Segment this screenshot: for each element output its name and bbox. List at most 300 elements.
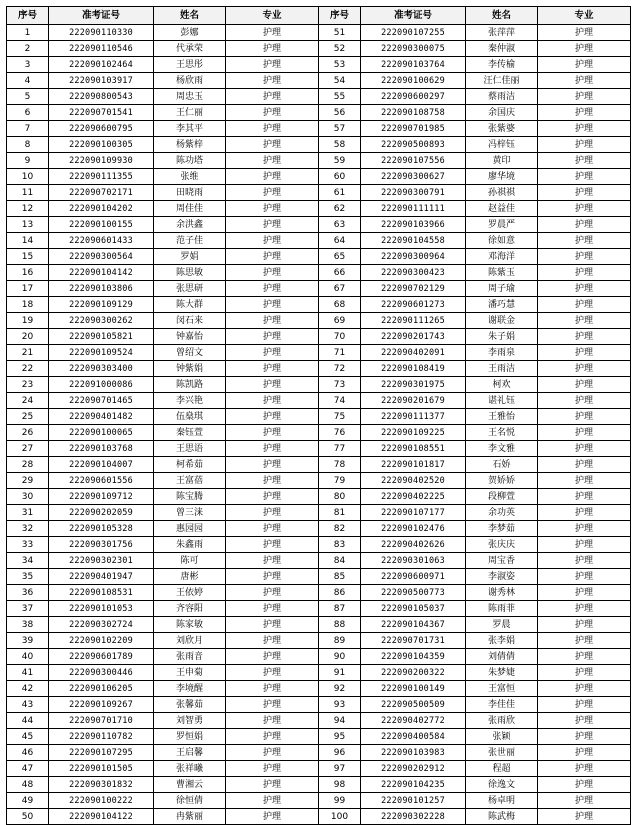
- name-cell: 李其平: [154, 121, 226, 137]
- name-cell: 段柳萱: [466, 489, 538, 505]
- exam-id-cell: 222090111265: [361, 313, 466, 329]
- name-cell: 冉紫丽: [154, 809, 226, 825]
- table-row: [7, 409, 631, 425]
- major-cell: 护理: [226, 89, 319, 105]
- index-cell: 83: [319, 537, 361, 553]
- index-cell: 24: [7, 393, 49, 409]
- exam-id-cell: 222090104007: [49, 457, 154, 473]
- index-cell: 17: [7, 281, 49, 297]
- table-row: [7, 569, 631, 585]
- exam-id-cell: 222090701731: [361, 633, 466, 649]
- header-exam-id-right: 准考证号: [361, 7, 466, 25]
- name-cell: 陈家敏: [154, 617, 226, 633]
- major-cell: 护理: [226, 681, 319, 697]
- major-cell: 护理: [538, 713, 631, 729]
- exam-id-cell: 222090109712: [49, 489, 154, 505]
- exam-id-cell: 222090500773: [361, 585, 466, 601]
- index-cell: 81: [319, 505, 361, 521]
- major-cell: 护理: [538, 73, 631, 89]
- index-cell: 53: [319, 57, 361, 73]
- table-row: [7, 313, 631, 329]
- major-cell: 护理: [538, 409, 631, 425]
- name-cell: 柯欢: [466, 377, 538, 393]
- header-name-right: 姓名: [466, 7, 538, 25]
- table-row: [7, 137, 631, 153]
- index-cell: 10: [7, 169, 49, 185]
- name-cell: 罗恒娟: [154, 729, 226, 745]
- index-cell: 58: [319, 137, 361, 153]
- name-cell: 田晓雨: [154, 185, 226, 201]
- name-cell: 张雨欣: [466, 713, 538, 729]
- exam-id-cell: 222090109524: [49, 345, 154, 361]
- major-cell: 护理: [226, 73, 319, 89]
- name-cell: 朱子娟: [466, 329, 538, 345]
- exam-id-cell: 222090101817: [361, 457, 466, 473]
- name-cell: 陈紫玉: [466, 265, 538, 281]
- exam-id-cell: 222090104359: [361, 649, 466, 665]
- exam-id-cell: 222090500509: [361, 697, 466, 713]
- major-cell: 护理: [226, 729, 319, 745]
- name-cell: 刘智勇: [154, 713, 226, 729]
- table-row: [7, 249, 631, 265]
- name-cell: 孙祺祺: [466, 185, 538, 201]
- name-cell: 王思彤: [154, 57, 226, 73]
- major-cell: 护理: [538, 761, 631, 777]
- major-cell: 护理: [538, 601, 631, 617]
- name-cell: 余功英: [466, 505, 538, 521]
- index-cell: 33: [7, 537, 49, 553]
- name-cell: 曹湘云: [154, 777, 226, 793]
- table-row: [7, 649, 631, 665]
- table-row: [7, 537, 631, 553]
- major-cell: 护理: [226, 809, 319, 825]
- exam-id-cell: 222090104142: [49, 265, 154, 281]
- name-cell: 张紫婆: [466, 121, 538, 137]
- exam-id-cell: 222090107295: [49, 745, 154, 761]
- major-cell: 护理: [226, 217, 319, 233]
- exam-id-cell: 222090200322: [361, 665, 466, 681]
- exam-id-cell: 222090300446: [49, 665, 154, 681]
- index-cell: 99: [319, 793, 361, 809]
- index-cell: 12: [7, 201, 49, 217]
- index-cell: 16: [7, 265, 49, 281]
- index-cell: 6: [7, 105, 49, 121]
- index-cell: 54: [319, 73, 361, 89]
- major-cell: 护理: [538, 249, 631, 265]
- index-cell: 89: [319, 633, 361, 649]
- index-cell: 31: [7, 505, 49, 521]
- exam-id-cell: 222090600297: [361, 89, 466, 105]
- index-cell: 68: [319, 297, 361, 313]
- major-cell: 护理: [226, 409, 319, 425]
- exam-id-cell: 222090402520: [361, 473, 466, 489]
- name-cell: 张维: [154, 169, 226, 185]
- index-cell: 48: [7, 777, 49, 793]
- name-cell: 程超: [466, 761, 538, 777]
- index-cell: 85: [319, 569, 361, 585]
- exam-id-cell: 222090302301: [49, 553, 154, 569]
- major-cell: 护理: [226, 281, 319, 297]
- index-cell: 56: [319, 105, 361, 121]
- index-cell: 65: [319, 249, 361, 265]
- exam-id-cell: 222090104558: [361, 233, 466, 249]
- major-cell: 护理: [226, 521, 319, 537]
- name-cell: 王思语: [154, 441, 226, 457]
- table-row: [7, 345, 631, 361]
- name-cell: 秦仲淑: [466, 41, 538, 57]
- major-cell: 护理: [226, 297, 319, 313]
- major-cell: 护理: [538, 441, 631, 457]
- exam-id-cell: 222090400584: [361, 729, 466, 745]
- index-cell: 59: [319, 153, 361, 169]
- major-cell: 护理: [226, 793, 319, 809]
- major-cell: 护理: [538, 649, 631, 665]
- index-cell: 95: [319, 729, 361, 745]
- table-row: [7, 329, 631, 345]
- major-cell: 护理: [538, 313, 631, 329]
- exam-id-cell: 222090100155: [49, 217, 154, 233]
- index-cell: 69: [319, 313, 361, 329]
- name-cell: 邓海洋: [466, 249, 538, 265]
- index-cell: 14: [7, 233, 49, 249]
- major-cell: 护理: [538, 153, 631, 169]
- name-cell: 杨紫梓: [154, 137, 226, 153]
- table-row: [7, 377, 631, 393]
- exam-id-cell: 222090101053: [49, 601, 154, 617]
- name-cell: 李佳佳: [466, 697, 538, 713]
- name-cell: 王雅怡: [466, 409, 538, 425]
- major-cell: 护理: [538, 25, 631, 41]
- index-cell: 8: [7, 137, 49, 153]
- major-cell: 护理: [226, 713, 319, 729]
- index-cell: 71: [319, 345, 361, 361]
- index-cell: 82: [319, 521, 361, 537]
- name-cell: 柯希茹: [154, 457, 226, 473]
- name-cell: 蔡雨洁: [466, 89, 538, 105]
- index-cell: 98: [319, 777, 361, 793]
- exam-id-cell: 222090108419: [361, 361, 466, 377]
- index-cell: 15: [7, 249, 49, 265]
- header-name-left: 姓名: [154, 7, 226, 25]
- exam-id-cell: 222090601556: [49, 473, 154, 489]
- index-cell: 92: [319, 681, 361, 697]
- table-row: [7, 265, 631, 281]
- major-cell: 护理: [226, 153, 319, 169]
- name-cell: 周宝香: [466, 553, 538, 569]
- exam-id-cell: 222090302228: [361, 809, 466, 825]
- name-cell: 王富蓓: [154, 473, 226, 489]
- exam-id-cell: 222090102209: [49, 633, 154, 649]
- index-cell: 30: [7, 489, 49, 505]
- exam-id-cell: 222090301832: [49, 777, 154, 793]
- name-cell: 贺娇娇: [466, 473, 538, 489]
- name-cell: 石娇: [466, 457, 538, 473]
- name-cell: 李淑姿: [466, 569, 538, 585]
- index-cell: 50: [7, 809, 49, 825]
- name-cell: 周子瑜: [466, 281, 538, 297]
- major-cell: 护理: [226, 265, 319, 281]
- name-cell: 张李娟: [466, 633, 538, 649]
- exam-id-cell: 222090601273: [361, 297, 466, 313]
- table-row: [7, 713, 631, 729]
- index-cell: 80: [319, 489, 361, 505]
- name-cell: 黄印: [466, 153, 538, 169]
- major-cell: 护理: [226, 441, 319, 457]
- major-cell: 护理: [226, 553, 319, 569]
- exam-id-cell: 222090111377: [361, 409, 466, 425]
- major-cell: 护理: [538, 505, 631, 521]
- index-cell: 18: [7, 297, 49, 313]
- major-cell: 护理: [538, 521, 631, 537]
- major-cell: 护理: [226, 745, 319, 761]
- index-cell: 38: [7, 617, 49, 633]
- name-cell: 李梦茹: [466, 521, 538, 537]
- exam-id-cell: 222090111111: [361, 201, 466, 217]
- table-row: [7, 201, 631, 217]
- major-cell: 护理: [538, 265, 631, 281]
- name-cell: 罗晨严: [466, 217, 538, 233]
- major-cell: 护理: [226, 569, 319, 585]
- exam-id-cell: 222090702129: [361, 281, 466, 297]
- index-cell: 87: [319, 601, 361, 617]
- name-cell: 潘巧慧: [466, 297, 538, 313]
- exam-id-cell: 222090300564: [49, 249, 154, 265]
- index-cell: 32: [7, 521, 49, 537]
- index-cell: 61: [319, 185, 361, 201]
- name-cell: 冯梓钰: [466, 137, 538, 153]
- major-cell: 护理: [226, 665, 319, 681]
- exam-id-cell: 222090300964: [361, 249, 466, 265]
- major-cell: 护理: [226, 121, 319, 137]
- table-row: [7, 697, 631, 713]
- index-cell: 100: [319, 809, 361, 825]
- table-row: [7, 457, 631, 473]
- major-cell: 护理: [538, 345, 631, 361]
- name-cell: 周佳佳: [154, 201, 226, 217]
- name-cell: 徐如意: [466, 233, 538, 249]
- header-row: [7, 7, 631, 25]
- table-row: [7, 185, 631, 201]
- table-row: [7, 585, 631, 601]
- exam-id-cell: 222090104202: [49, 201, 154, 217]
- name-cell: 曾三涞: [154, 505, 226, 521]
- major-cell: 护理: [226, 313, 319, 329]
- major-cell: 护理: [226, 57, 319, 73]
- table-row: [7, 25, 631, 41]
- index-cell: 77: [319, 441, 361, 457]
- major-cell: 护理: [538, 233, 631, 249]
- table-row: [7, 441, 631, 457]
- major-cell: 护理: [538, 201, 631, 217]
- name-cell: 朱梦婕: [466, 665, 538, 681]
- table-row: [7, 361, 631, 377]
- major-cell: 护理: [226, 249, 319, 265]
- index-cell: 45: [7, 729, 49, 745]
- major-cell: 护理: [226, 393, 319, 409]
- index-cell: 44: [7, 713, 49, 729]
- index-cell: 74: [319, 393, 361, 409]
- name-cell: 陈思敏: [154, 265, 226, 281]
- major-cell: 护理: [226, 361, 319, 377]
- exam-id-cell: 222090111355: [49, 169, 154, 185]
- exam-id-cell: 222090701541: [49, 105, 154, 121]
- table-row: [7, 169, 631, 185]
- name-cell: 范子佳: [154, 233, 226, 249]
- index-cell: 5: [7, 89, 49, 105]
- exam-id-cell: 222090301975: [361, 377, 466, 393]
- table-row: [7, 793, 631, 809]
- exam-id-cell: 222090103966: [361, 217, 466, 233]
- header-index-left: 序号: [7, 7, 49, 25]
- index-cell: 63: [319, 217, 361, 233]
- exam-id-cell: 222090500893: [361, 137, 466, 153]
- exam-id-cell: 222090106205: [49, 681, 154, 697]
- index-cell: 88: [319, 617, 361, 633]
- exam-id-cell: 222090402626: [361, 537, 466, 553]
- major-cell: 护理: [226, 377, 319, 393]
- name-cell: 李传榆: [466, 57, 538, 73]
- major-cell: 护理: [226, 473, 319, 489]
- major-cell: 护理: [538, 633, 631, 649]
- name-cell: 刘欣月: [154, 633, 226, 649]
- table-row: [7, 217, 631, 233]
- header-index-right: 序号: [319, 7, 361, 25]
- index-cell: 11: [7, 185, 49, 201]
- index-cell: 37: [7, 601, 49, 617]
- major-cell: 护理: [538, 361, 631, 377]
- name-cell: 张世丽: [466, 745, 538, 761]
- major-cell: 护理: [538, 457, 631, 473]
- major-cell: 护理: [538, 329, 631, 345]
- name-cell: 张颖: [466, 729, 538, 745]
- major-cell: 护理: [538, 169, 631, 185]
- exam-id-cell: 222090107556: [361, 153, 466, 169]
- table-row: [7, 665, 631, 681]
- name-cell: 王申菊: [154, 665, 226, 681]
- name-cell: 闵石来: [154, 313, 226, 329]
- name-cell: 张馨茹: [154, 697, 226, 713]
- table-row: [7, 473, 631, 489]
- exam-id-cell: 222090202912: [361, 761, 466, 777]
- name-cell: 杨卓明: [466, 793, 538, 809]
- index-cell: 36: [7, 585, 49, 601]
- exam-id-cell: 222090402225: [361, 489, 466, 505]
- major-cell: 护理: [538, 297, 631, 313]
- major-cell: 护理: [226, 457, 319, 473]
- index-cell: 49: [7, 793, 49, 809]
- table-row: [7, 425, 631, 441]
- index-cell: 7: [7, 121, 49, 137]
- index-cell: 66: [319, 265, 361, 281]
- exam-id-cell: 222090601789: [49, 649, 154, 665]
- exam-id-cell: 222090104122: [49, 809, 154, 825]
- index-cell: 72: [319, 361, 361, 377]
- exam-id-cell: 222090100222: [49, 793, 154, 809]
- exam-id-cell: 222090101505: [49, 761, 154, 777]
- index-cell: 62: [319, 201, 361, 217]
- major-cell: 护理: [538, 809, 631, 825]
- exam-id-cell: 222090800543: [49, 89, 154, 105]
- index-cell: 64: [319, 233, 361, 249]
- name-cell: 李境醒: [154, 681, 226, 697]
- index-cell: 91: [319, 665, 361, 681]
- table-row: [7, 521, 631, 537]
- exam-id-cell: 222090300791: [361, 185, 466, 201]
- exam-id-cell: 222090402772: [361, 713, 466, 729]
- index-cell: 96: [319, 745, 361, 761]
- major-cell: 护理: [226, 329, 319, 345]
- index-cell: 43: [7, 697, 49, 713]
- exam-id-cell: 222090600795: [49, 121, 154, 137]
- major-cell: 护理: [538, 425, 631, 441]
- name-cell: 李雨泉: [466, 345, 538, 361]
- index-cell: 19: [7, 313, 49, 329]
- major-cell: 护理: [538, 281, 631, 297]
- index-cell: 21: [7, 345, 49, 361]
- major-cell: 护理: [538, 793, 631, 809]
- major-cell: 护理: [538, 681, 631, 697]
- name-cell: 彭娜: [154, 25, 226, 41]
- name-cell: 陈大群: [154, 297, 226, 313]
- header-major-left: 专业: [226, 7, 319, 25]
- index-cell: 52: [319, 41, 361, 57]
- name-cell: 徐恒倩: [154, 793, 226, 809]
- index-cell: 40: [7, 649, 49, 665]
- exam-id-cell: 222090109129: [49, 297, 154, 313]
- exam-id-cell: 222090300262: [49, 313, 154, 329]
- table-row: [7, 281, 631, 297]
- index-cell: 75: [319, 409, 361, 425]
- name-cell: 代承荣: [154, 41, 226, 57]
- exam-id-cell: 222090105328: [49, 521, 154, 537]
- exam-id-cell: 222091000086: [49, 377, 154, 393]
- table-row: [7, 73, 631, 89]
- major-cell: 护理: [226, 617, 319, 633]
- major-cell: 护理: [538, 489, 631, 505]
- name-cell: 罗晨: [466, 617, 538, 633]
- name-cell: 陈凯路: [154, 377, 226, 393]
- major-cell: 护理: [538, 537, 631, 553]
- table-row: [7, 761, 631, 777]
- exam-id-cell: 222090600971: [361, 569, 466, 585]
- major-cell: 护理: [226, 105, 319, 121]
- table-row: [7, 89, 631, 105]
- exam-id-cell: 222090103768: [49, 441, 154, 457]
- exam-id-cell: 222090401482: [49, 409, 154, 425]
- major-cell: 护理: [538, 41, 631, 57]
- table-row: [7, 393, 631, 409]
- name-cell: 张萍萍: [466, 25, 538, 41]
- major-cell: 护理: [538, 377, 631, 393]
- exam-id-cell: 222090109267: [49, 697, 154, 713]
- index-cell: 29: [7, 473, 49, 489]
- exam-id-cell: 222090109930: [49, 153, 154, 169]
- major-cell: 护理: [226, 537, 319, 553]
- table-row: [7, 297, 631, 313]
- exam-id-cell: 222090301756: [49, 537, 154, 553]
- exam-id-cell: 222090402091: [361, 345, 466, 361]
- major-cell: 护理: [226, 649, 319, 665]
- table-row: [7, 681, 631, 697]
- name-cell: 王依婷: [154, 585, 226, 601]
- major-cell: 护理: [538, 105, 631, 121]
- exam-id-cell: 222090100149: [361, 681, 466, 697]
- exam-id-cell: 222090104235: [361, 777, 466, 793]
- exam-id-cell: 222090201743: [361, 329, 466, 345]
- name-cell: 朱鑫雨: [154, 537, 226, 553]
- table-row: [7, 41, 631, 57]
- index-cell: 35: [7, 569, 49, 585]
